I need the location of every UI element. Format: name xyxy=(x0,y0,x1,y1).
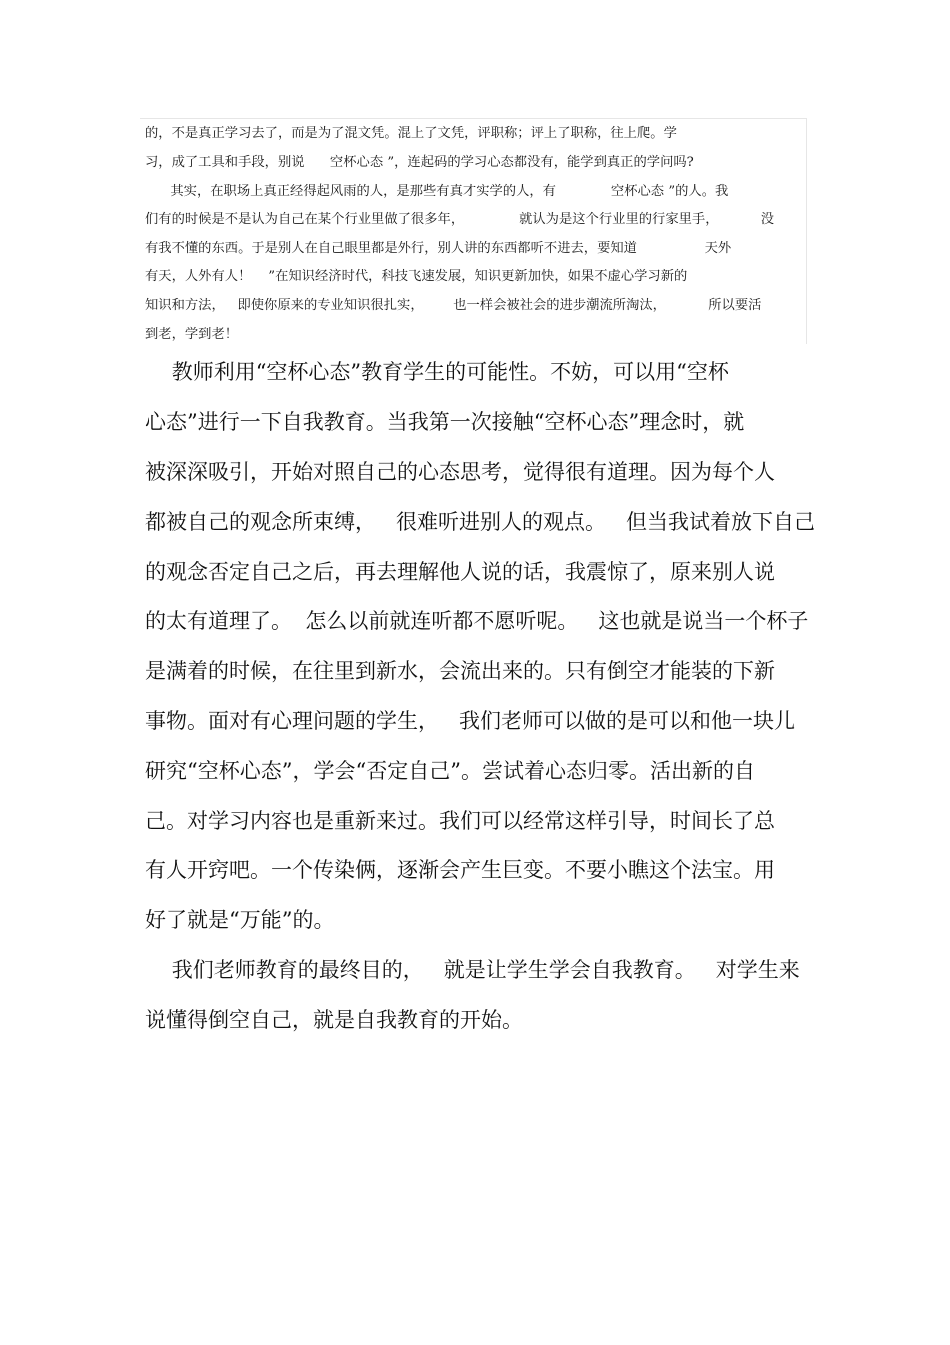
body-line: 有人开窍吧。一个传染俩，逐渐会产生巨变。不要小瞧这个法宝。用 xyxy=(145,858,775,882)
quote-line: 有我不懂的东西。于是别人在自己眼里都是外行，别人讲的东西都听不进去，要知道 天外 xyxy=(145,241,732,256)
body-line: 是满着的时候，在往里到新水，会流出来的。只有倒空才能装的下新 xyxy=(145,659,775,683)
quote-line: 到老，学到老！ xyxy=(145,327,239,342)
body-line: 研究“空杯心态”，学会“否定自己”。尝试着心态归零。活出新的自 xyxy=(145,759,755,783)
body-line: 心态”进行一下自我教育。当我第一次接触“空杯心态”理念时，就 xyxy=(145,410,745,434)
body-line: 的太有道理了。 怎么以前就连听都不愿听呢。 这也就是说当一个杯子 xyxy=(145,609,809,633)
body-line: 好了就是“万能”的。 xyxy=(145,908,335,932)
body-line: 说懂得倒空自己，就是自我教育的开始。 xyxy=(145,1008,523,1032)
quote-line: 有天，人外有人！ ”在知识经济时代，科技飞速发展，知识更新加快，如果不虚心学习新的 xyxy=(145,269,688,284)
quote-line: 们有的时候是不是认为自己在某个行业里做了很多年， 就认为是这个行业里的行家里手， 没 xyxy=(145,212,775,227)
quote-line: 其实，在职场上真正经得起风雨的人，是那些有真才实学的人，有 空杯心态 ”的人。我 xyxy=(145,184,729,199)
quote-line: 知识和方法， 即使你原来的专业知识很扎实， 也一样会被社会的进步潮流所淘汰， 所以要活 xyxy=(145,298,762,313)
quote-line: 的，不是真正学习去了，而是为了混文凭。混上了文凭，评职称；评上了职称，往上爬。学 xyxy=(145,126,677,141)
quote-line: 习，成了工具和手段，别说 空杯心态 ”，连起码的学习心态都没有，能学到真正的学问吗? xyxy=(145,155,694,170)
body-line: 被深深吸引，开始对照自己的心态思考，觉得很有道理。因为每个人 xyxy=(145,460,775,484)
body-line: 教师利用“空杯心态”教育学生的可能性。不妨，可以用“空杯 xyxy=(145,360,729,384)
body-line: 我们老师教育的最终目的， 就是让学生学会自我教育。 对学生来 xyxy=(145,958,800,982)
body-line: 的观念否定自己之后，再去理解他人说的话，我震惊了，原来别人说 xyxy=(145,560,775,584)
body-line: 都被自己的观念所束缚， 很难听进别人的观点。 但当我试着放下自己 xyxy=(145,510,816,534)
body-line: 己。对学习内容也是重新来过。我们可以经常这样引导，时间长了总 xyxy=(145,809,775,833)
body-line: 事物。面对有心理问题的学生， 我们老师可以做的是可以和他一块儿 xyxy=(145,709,796,733)
